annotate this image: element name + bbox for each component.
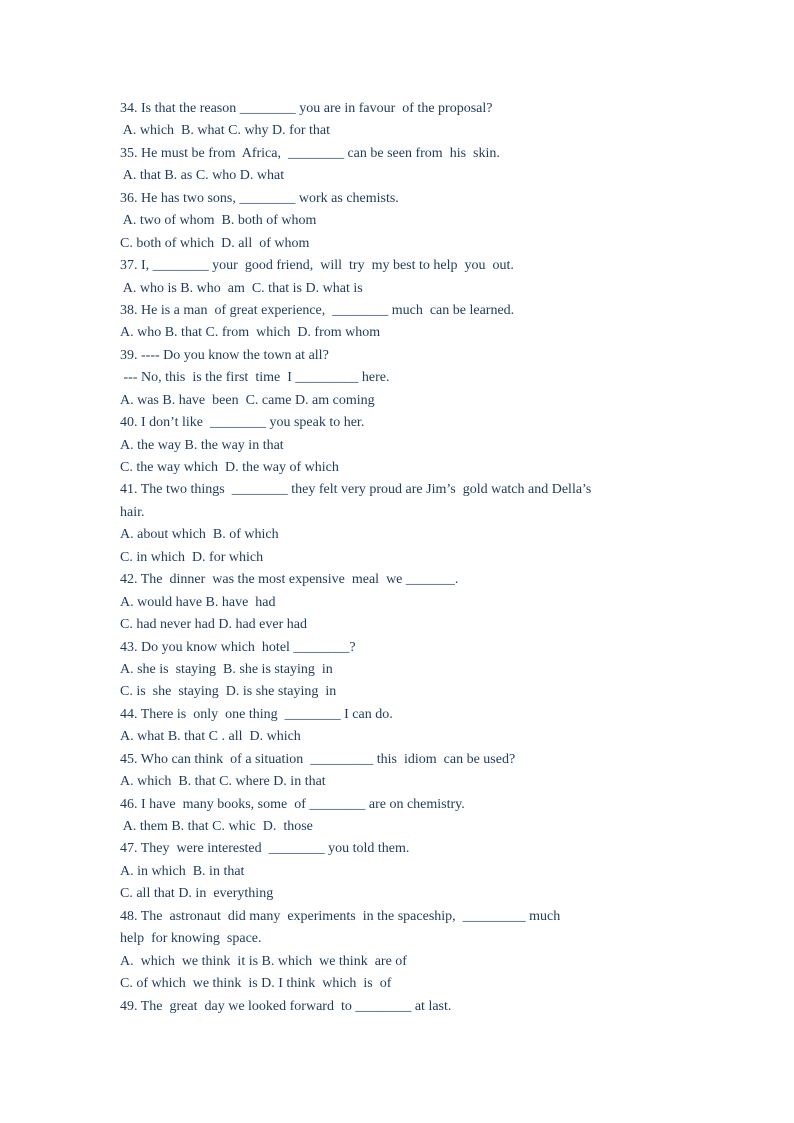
text-line: A. which B. what C. why D. for that [120, 123, 330, 139]
text-line: 49. The great day we looked forward to ________ at last. [120, 998, 452, 1014]
text-line: A. in which B. in that [120, 863, 245, 879]
text-line: --- No, this is the first time I _________ here. [120, 370, 390, 386]
text-line: 45. Who can think of a situation _________ this idiom can be used? [120, 751, 516, 767]
text-line: 34. Is that the reason ________ you are in favour of the proposal? [120, 101, 493, 116]
text-line: A. them B. that C. whic D. those [120, 819, 313, 834]
text-line: A. the way B. the way in that [120, 437, 284, 453]
text-line: 47. They were interested ________ you told them. [120, 841, 410, 857]
text-line: A. two of whom B. both of whom [120, 213, 317, 229]
text-line: C. both of which D. all of whom [120, 235, 310, 251]
text-line: 44. There is only one thing ________ I can do. [120, 706, 393, 722]
text-line: 41. The two things ________ they felt very proud are Jim’s gold watch and Della’s [120, 482, 592, 498]
text-line: help for knowing space. [120, 931, 262, 947]
text-line: 35. He must be from Africa, ________ can be seen from his skin. [120, 145, 500, 161]
text-line: C. of which we think is D. I think which is of [120, 976, 392, 992]
text-line: A. which B. that C. where D. in that [120, 774, 326, 790]
text-line: A. was B. have been C. came D. am coming [120, 392, 375, 408]
text-line: 36. He has two sons, ________ work as chemists. [120, 190, 399, 206]
text-line: 40. I don’t like ________ you speak to her. [120, 415, 365, 431]
text-line: A. what B. that C . all D. which [120, 729, 301, 745]
text-line: C. had never had D. had ever had [120, 617, 307, 633]
text-line: 42. The dinner was the most expensive meal we _______. [120, 572, 459, 588]
text-line: hair. [120, 504, 145, 520]
text-line: 48. The astronaut did many experiments in the spaceship, _________ much [120, 908, 561, 924]
text-line: A. about which B. of which [120, 527, 279, 543]
text-line: 46. I have many books, some of ________ are on chemistry. [120, 796, 465, 812]
text-line: C. the way which D. the way of which [120, 460, 339, 475]
text-line: A. who is B. who am C. that is D. what is [120, 280, 363, 296]
text-line: A. that B. as C. who D. what [120, 168, 285, 184]
text-line: C. is she staying D. is she staying in [120, 684, 337, 700]
text-line: A. would have B. have had [120, 594, 276, 610]
text-line: A. who B. that C. from which D. from whom [120, 325, 381, 341]
text-line: 38. He is a man of great experience, ________ much can be learned. [120, 302, 515, 318]
text-line: C. in which D. for which [120, 549, 264, 565]
text-line: 39. ---- Do you know the town at all? [120, 347, 329, 363]
text-line: C. all that D. in everything [120, 886, 274, 902]
question-list [120, 98, 680, 1018]
text-line: 37. I, ________ your good friend, will try my best to help you out. [120, 258, 514, 274]
text-line: A. she is staying B. she is staying in [120, 661, 333, 677]
text-line: A. which we think it is B. which we think are of [120, 953, 407, 969]
text-line: 43. Do you know which hotel ________? [120, 639, 356, 655]
